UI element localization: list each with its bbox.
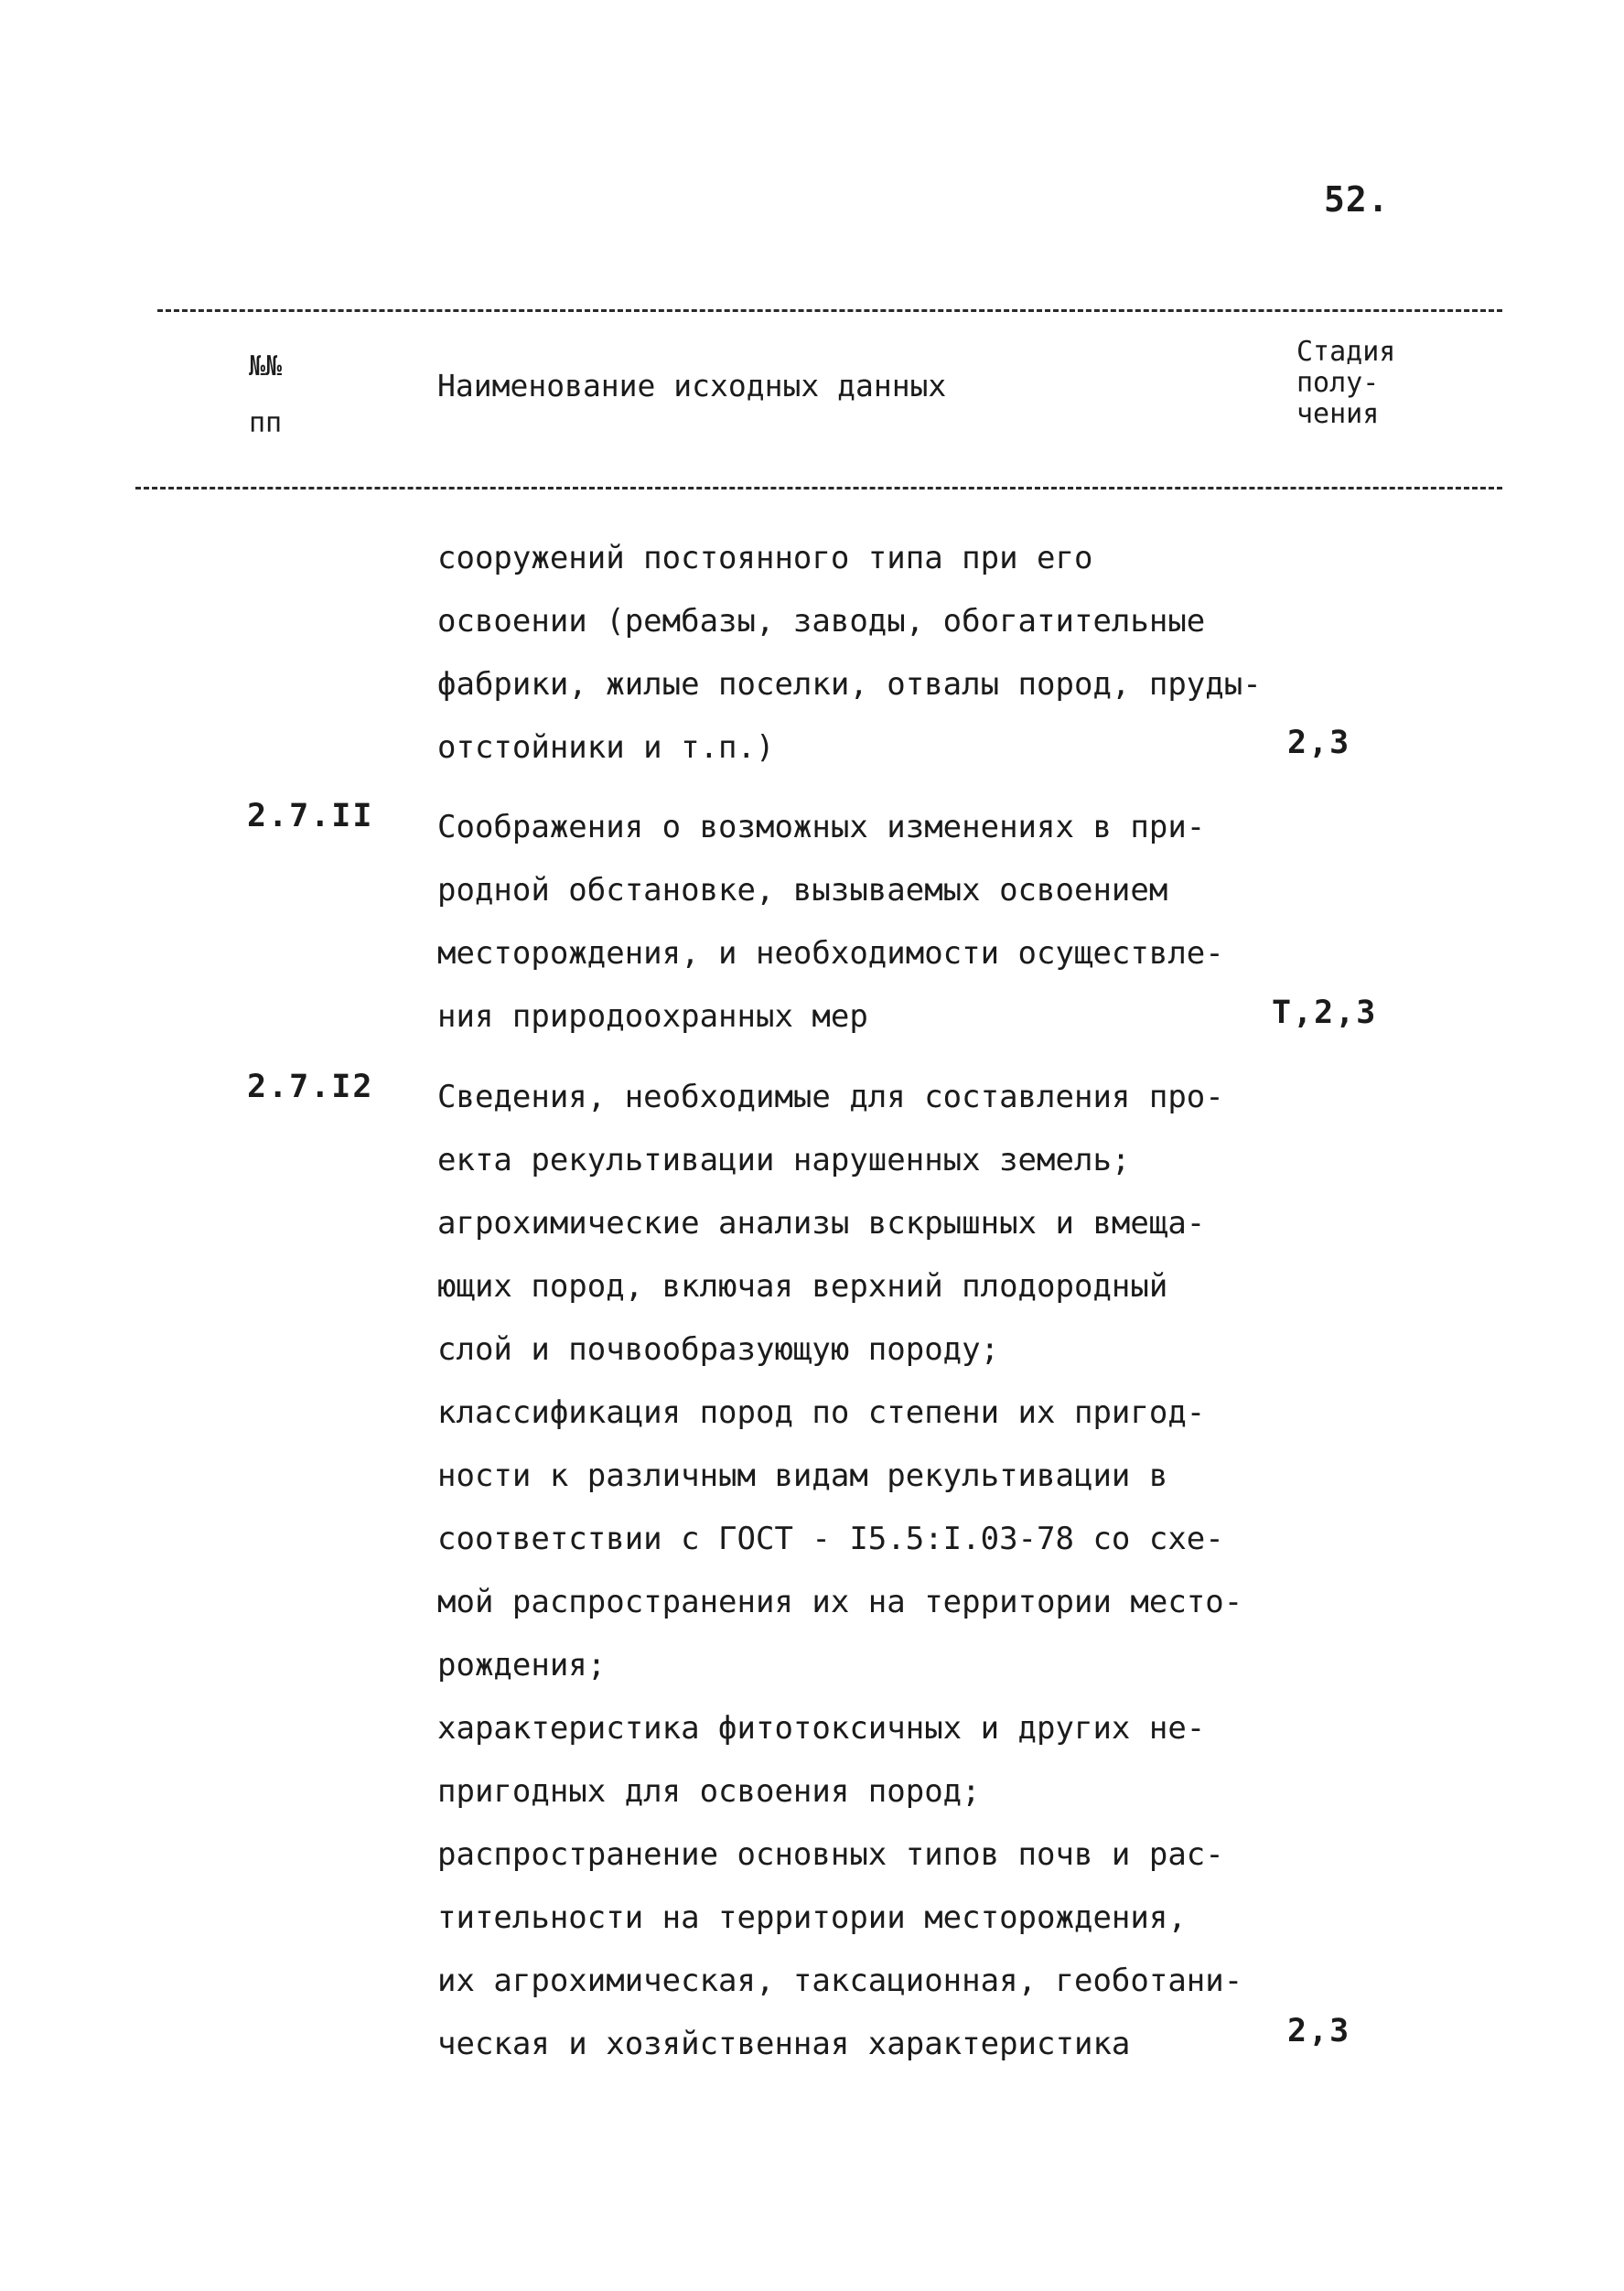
table-row-continuation-text bbox=[437, 527, 1279, 780]
table-header-top-rule bbox=[157, 309, 1502, 312]
row-text-line: фабрики, жилые поселки, отвалы пород, пруды- bbox=[437, 666, 1262, 703]
table-row-2-7-12-text bbox=[437, 1066, 1279, 2076]
row-text-line: ческая и хозяйственная характеристика bbox=[437, 2026, 1131, 2062]
header-stage-line-3: чения bbox=[1296, 398, 1380, 430]
row-text-line: их агрохимическая, таксационная, геоботани- bbox=[437, 1963, 1243, 1999]
row-text-line: сооружений постоянного типа при его bbox=[437, 540, 1093, 576]
row-text-line: ющих пород, включая верхний плодородный bbox=[437, 1268, 1168, 1305]
page-number: 52. bbox=[1324, 179, 1390, 220]
table-header-bottom-rule bbox=[135, 487, 1502, 489]
header-stage-line-2: полу- bbox=[1296, 367, 1380, 399]
row-text-line: мой распространения их на территории место- bbox=[437, 1584, 1243, 1620]
row-text-line: освоении (рембазы, заводы, обогатительные bbox=[437, 603, 1206, 640]
row-text-line: рождения; bbox=[437, 1647, 607, 1683]
table-header-stage-column bbox=[1296, 337, 1489, 430]
table-row-2-7-12-number: 2.7.I2 bbox=[247, 1069, 374, 1105]
row-text-line: родной обстановке, вызываемых освоением bbox=[437, 872, 1168, 909]
row-text-line: екта рекультивации нарушенных земель; bbox=[437, 1142, 1131, 1178]
row-text-line: характеристика фитотоксичных и других не- bbox=[437, 1710, 1206, 1747]
row-text-line: месторождения, и необходимости осуществле- bbox=[437, 935, 1224, 972]
table-header-number-column bbox=[249, 339, 282, 452]
row-text-line: тительности на территории месторождения, bbox=[437, 1899, 1187, 1936]
table-row-continuation-stage: 2,3 bbox=[1287, 725, 1351, 761]
header-stage-line-1: Стадия bbox=[1296, 336, 1396, 368]
row-text-line: пригодных для освоения пород; bbox=[437, 1773, 981, 1810]
row-text-line: агрохимические анализы вскрышных и вмеща- bbox=[437, 1205, 1206, 1242]
row-text-line: ности к различным видам рекультивации в bbox=[437, 1457, 1168, 1494]
table-row-2-7-11-number: 2.7.II bbox=[247, 798, 374, 834]
table-header-name-column: Наименование исходных данных bbox=[437, 368, 947, 403]
table-row-2-7-11-text bbox=[437, 796, 1279, 1049]
row-text-line: ния природоохранных мер bbox=[437, 998, 868, 1035]
header-number-abbrev: пп bbox=[249, 407, 283, 439]
table-row-2-7-12-stage: 2,3 bbox=[1287, 2013, 1351, 2049]
row-text-line: классификация пород по степени их пригод- bbox=[437, 1394, 1206, 1431]
table-row-2-7-11-stage: Т,2,3 bbox=[1272, 995, 1378, 1031]
row-text-line: соответствии с ГОСТ - I5.5:I.03-78 со схе- bbox=[437, 1521, 1224, 1557]
header-number-symbol: №№ bbox=[249, 350, 283, 382]
row-text-line: Сведения, необходимые для составления про- bbox=[437, 1079, 1224, 1115]
row-text-line: отстойники и т.п.) bbox=[437, 729, 775, 766]
row-text-line: Соображения о возможных изменениях в при- bbox=[437, 809, 1206, 845]
row-text-line: слой и почвообразующую породу; bbox=[437, 1331, 1000, 1368]
row-text-line: распространение основных типов почв и рас- bbox=[437, 1836, 1224, 1873]
